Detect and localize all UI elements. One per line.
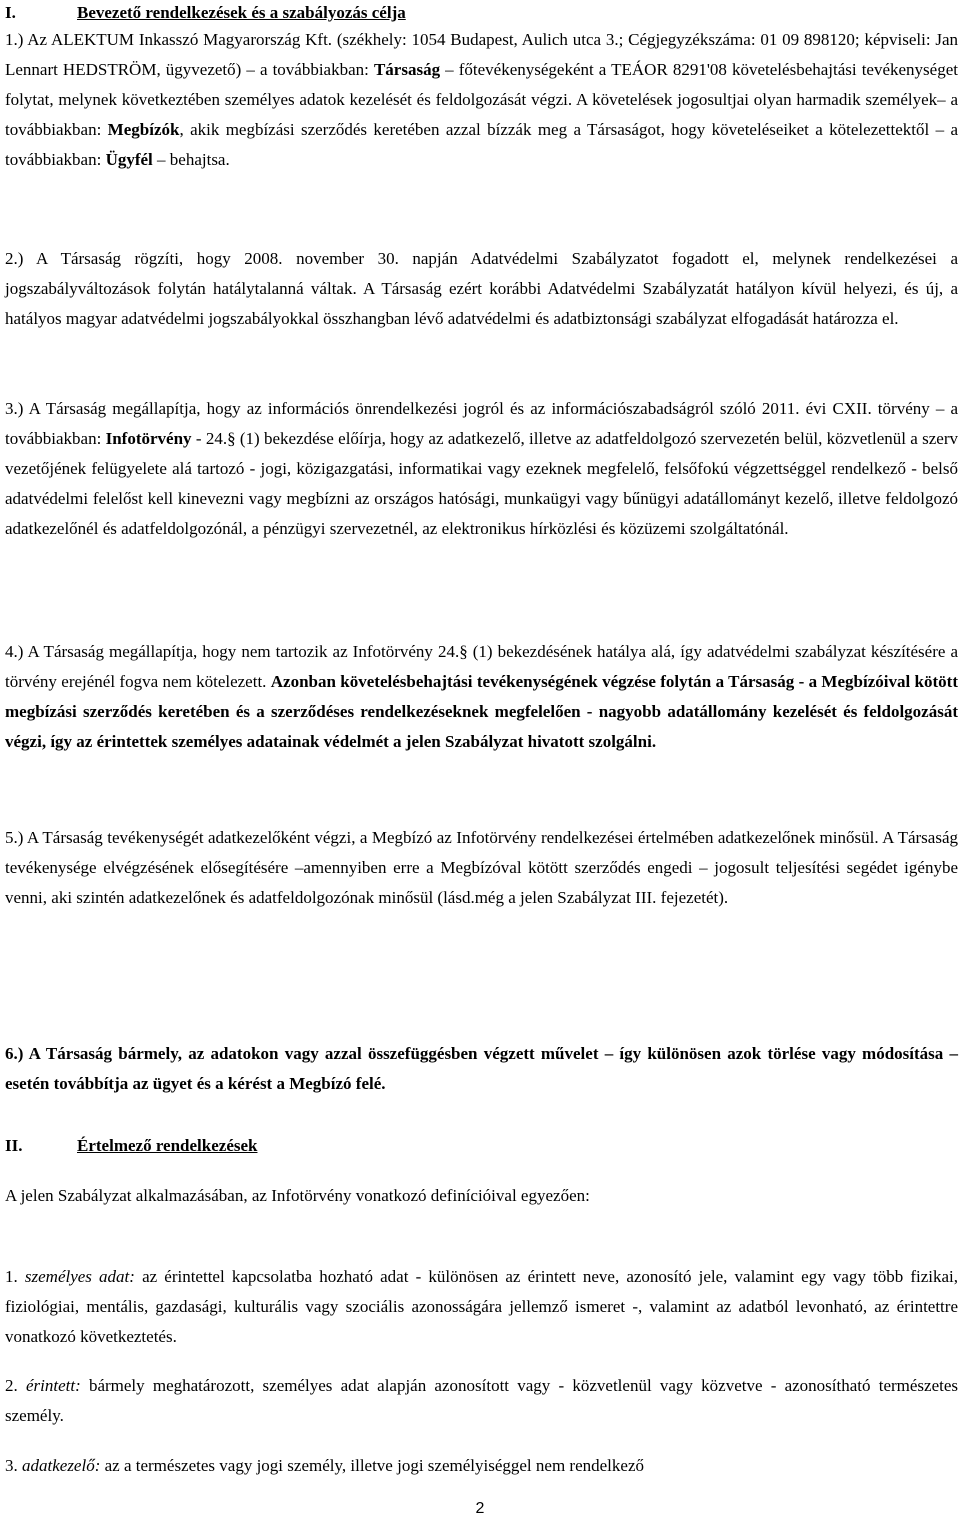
definition-3: 3. adatkezelő: az a természetes vagy jogi személy, illetve jogi személyiséggel nem rendelkező (5, 1456, 644, 1475)
section-title: Értelmező rendelkezések (77, 1136, 258, 1155)
section-title: Bevezető rendelkezések és a szabályozás célja (77, 3, 406, 22)
paragraph-3: 3.) A Társaság megállapítja, hogy az információs önrendelkezési jogról és az információszabadságról szóló 2011. évi CXII. törvény – a továbbiakban: Infotörvény - 24.§ (1) bekezdése előírja, hogy az adatkezelő, illetve az adatfeldolgozó szervezetén belül, közvetlenül a szerv vezetőjének felügyelete alá tartozó - jogi, közigazgatási, informatikai vagy ezeknek megfelelő, felsőfokú végzettséggel rendelkező - belső adatvédelmi felelőst kell kinevezni vagy megbízni az országos hatósági, munkaügyi vagy bűnügyi adatállományt kezelő, illetve feldolgozó adatkezelőnél és adatfeldolgozónál, a pénzügyi szervezetnél, az elektronikus hírközlési és közüzemi szolgáltatónál. (5, 399, 958, 538)
section-number: I. (5, 3, 16, 22)
definition-2: 2. érintett: bármely meghatározott, személyes adat alapján azonosított vagy - közvetlenül vagy közvetve - azonosítható természetes személy. (5, 1376, 959, 1425)
section-heading-2 (5, 1133, 257, 1159)
definition-term: adatkezelő: (22, 1456, 101, 1475)
paragraph-2: 2.) A Társaság rögzíti, hogy 2008. november 30. napján Adatvédelmi Szabályzatot fogadott el, melynek rendelkezései a jogszabályváltozások folytán hatálytalanná váltak. A Társaság ezért korábbi Adatvédelmi Szabályzatát hatályon kívül helyezi, és új, a hatályos magyar adatvédelmi jogszabályokkal összhangban lévő adatvédelmi és adatbiztonsági szabályzat elfogadását határozza el. (5, 249, 958, 328)
paragraph-1: 1.) Az ALEKTUM Inkasszó Magyarország Kft. (székhely: 1054 Budapest, Aulich utca 3.; Cégjegyzékszáma: 01 09 898120; képviseli: Jan Lennart HEDSTRÖM, ügyvezető) – a továbbiakban: Társaság – főtevékenységeként a TEÁOR 8291'08 követelésbehajtási tevékenységet folytat, melynek következtében személyes adatok kezelését és feldolgozását végzi. A követelések jogosultjai olyan harmadik személyek– a továbbiakban: Megbízók, akik megbízási szerződés keretében azzal bízzák meg a Társaságot, hogy követeléseiket a kötelezettektől – a továbbiakban: Ügyfél – behajtsa. (5, 30, 958, 169)
paragraph-5: 5.) A Társaság tevékenységét adatkezelőként végzi, a Megbízó az Infotörvény rendelkezései értelmében adatkezelőnek minősül. A Társaság tevékenysége elvégzésének elősegítésére –amennyiben erre a Megbízóval kötött szerződés engedi – jogosult teljesítési segédet igénybe venni, aki szintén adatkezelőnek és adatfeldolgozónak minősül (lásd.még a jelen Szabályzat III. fejezetét). (5, 828, 958, 907)
section-number: II. (5, 1136, 23, 1155)
paragraph-4: 4.) A Társaság megállapítja, hogy nem tartozik az Infotörvény 24.§ (1) bekezdésének hatálya alá, így adatvédelmi szabályzat készítésére a törvény erejénél fogva nem kötelezett. Azonban követelésbehajtási tevékenységének végzése folytán a Társaság - a Megbízóival kötött megbízási szerződés keretében és a szerződéses rendelkezéseknek megfelelően - nagyobb adatállomány kezelését és feldolgozását végzi, így az érintettek személyes adatainak védelmét a jelen Szabályzat hivatott szolgálni. (5, 642, 958, 751)
section-heading-1 (5, 0, 406, 26)
paragraph-6: 6.) A Társaság bármely, az adatokon vagy azzal összefüggésben végzett művelet – így különösen azok törlése vagy módosítása – esetén továbbítja az ügyet és a kérést a Megbízó felé. (5, 1044, 958, 1093)
definition-term: érintett: (25, 1376, 81, 1395)
paragraph-7: A jelen Szabályzat alkalmazásában, az Infotörvény vonatkozó definícióival egyezően: (5, 1186, 590, 1205)
definition-term: személyes adat: (24, 1267, 135, 1286)
definition-1: 1. személyes adat: az érintettel kapcsolatba hozható adat - különösen az érintett neve, azonosító jele, valamint egy vagy több fizikai, fiziológiai, mentális, gazdasági, kulturális vagy szociális azonosságára jellemző ismeret -, valamint az adatból levonható, az érintettre vonatkozó következtetés. (5, 1267, 959, 1346)
page-number: 2 (475, 1500, 485, 1517)
